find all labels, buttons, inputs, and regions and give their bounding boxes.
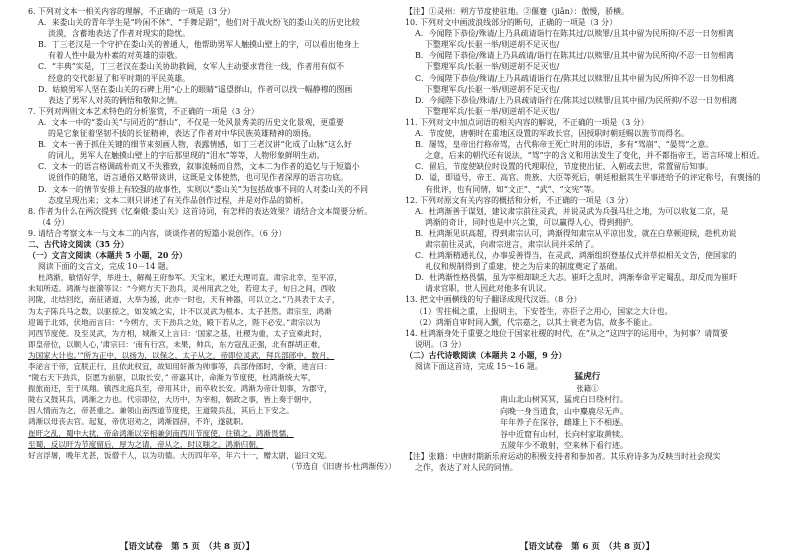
q13-stem: 13. 把文中画横线的句子翻译成现代汉语。（8 分） [405,295,582,305]
passage-line: 即皇帝位，以顺人心，’肃宗曰：‘南有行宫，未果，帅兵，东方寇乱正强，北有群胡正难， [28,339,326,349]
passage-line: 杜鸿渐，敏悟好学，举进士，解褐王府参军。天宝末，累迁大理司直。肃宗北幸，至平凉， [38,273,342,283]
q11-option-b: B．屡驾，皇帝出行称帝驾，古代称帝王死亡时用的讳语，多有“驾崩”、“晏驾”之意。 [415,140,714,150]
q6-option-c: C．“丰典”实是，丁三老汉在娄山关协助救阔，女军人主动要求背往一线，作者用有似不 [38,62,345,72]
poem-line: 年年养子在深谷，雌雄上下不相逐。 [500,418,628,428]
q7-option-b: B．文本一善于抓住关键的细节来刻画人物，表露情感，如丁三老汉讲“化成了山脉”这么好 [38,140,352,150]
section-classical-reading: 二、古代诗文阅读（35 分） [28,239,129,249]
poem-line: 向晚一身当道食，山中麋鹿尽无声。 [500,406,628,416]
passage-notes: 【注】①灵州：朔方节度使驻地。②偃蹇（jiǎn）：傲慢，骄横。 [405,7,629,16]
passage-line: 迎谒于北郊，伏地而言曰：“今朔方，天下劲兵之处，殿下若从之，陛下必安。”肃宗以为 [28,317,321,327]
poem-line: 五陵年少不敢射，空来林下看行迹。 [500,440,628,450]
page-footer-left: 【语文试卷 第 5 页 （共 8 页）】 [120,542,255,552]
q7-option-d-cont: 态度呈现出来；文本二则只讲述了有关作品创作过程，并是对作品的简析。 [48,195,309,205]
q13-sentence-1: （1）雪拄楫之重，上报明主，下安苍生，亦臣子之用心，国家之大计也。 [415,306,673,316]
q11-stem: 11. 下列对文中加点词语的相关内容的解说，不正确的一项是（3 分） [405,117,649,127]
q11-option-b-cont: 之意，后来的朝代还有说法，“驾”字的含义和用法发生了变化，并不都指帝王，语言环境上相近。 [425,151,765,161]
q7-option-d: D．文本一的情节安排上有较强的故事性，实则以“娄山关”为包括故事不同的人对娄山关的不同 [38,184,369,194]
q11-option-d-cont: 有批评，也有同情，如“文正”、“武”、“文宪”等。 [425,184,600,194]
q10-option-a: A．今闻陛下恭俭/殊请/上乃具疏请诣行在陈其过/以赎罪/且其中留为民所抑/不忍一日勿相离 [415,29,734,39]
passage-line: 为国家大计也。’”所为正中，以扬为，以保之，太子从之。帝即位灵武，拜兵部郎中。数月， [28,350,335,360]
q7-stem: 7. 下列对两则文本艺术特色的分析鉴赏，不正确的一项是（3 分） [28,106,259,116]
q10-option-d: D．今闻陛下恭俭/殊请/上乃具疏请诣行在/陈其过以赎罪/且其中留/为民所抑/不忍一日勿相离 [415,95,738,105]
q10-option-c: C．今闻陛下恭俭/殊请/上乃具疏请诣行在/陈其过以赎罪/且其中留为民/所抑不忍一日勿相离 [415,73,735,83]
q10-option-c-cont: 下整理军兵/长驱一举/则逆胡不足灭也/ [425,84,560,94]
q6-stem: 6. 下列对文本一相关内容的理解，不正确的一项是（3 分） [28,7,235,16]
q12-stem: 12. 下列对原文有关内容的概括和分析，不正确的一项是（3 分） [405,195,633,205]
q6-option-d-cont: 表达了男军人对英的俩悟和敬仰之情。 [48,95,183,105]
q12-option-a: A．杜鸿渐善于谋划，建议肃宗前往灵武，并说灵武为兵强马壮之地，为可以收复二京，是 [415,206,729,216]
q11-option-a: A．节度使，唐朝时在重地区设置的军政长官，因授职时朝廷赐以旌节而得名。 [415,129,689,139]
subsection-poetry: （二）古代诗歌阅读（本题共 2 小题，9 分） [405,350,567,360]
q12-option-a-cont: 鸿渐的奇计，同时也是中兴之策，可以赢得人心，得到拥护。 [425,217,639,227]
passage-instructions: 阅读下面的文言文，完成 10－14 题。 [38,262,174,272]
passage-source: （节选自《旧唐书·杜鸿渐传》） [286,461,396,471]
q10-option-d-cont: 下整理军兵/长驱一举/则逆胡不足灭也/ [425,106,560,116]
poem-note: 【注】张籍：中唐时期新乐府运动的积极支持者和参加者。其乐府诗多为反映当时社会现实 [405,452,721,462]
passage-line: 鸿渐以母丧去官。起复，帝优诏劝之，鸿渐固辞，不许，遂就职。 [28,417,249,427]
q12-option-c-cont: 礼仪和规制得到了重建，使之为后来的制度奠定了基础。 [425,262,623,272]
passage-line: 陇右又鼓其兵，鸿渐之力也。代宗即位，大历中，为宰相，朝政之事，皆上奏于朝中， [28,395,317,405]
q7-option-b-cont: 的词儿，男军人在触摸山壁上的字后那里现的“泪水”等等，人物形象鲜明生动。 [48,151,325,161]
q9-stem: 9. 请结合考察文本一与文本二的内容，谈谈作者的短篇小说创作。（6 分） [28,228,287,238]
poetry-instructions: 阅读下面这首诗，完成 15～16 题。 [415,362,543,371]
passage-line: 好言浮屠，晚年尤甚，饭僧千人，以为功德。大历四年卒，年六十一，赠太尉，谥曰文宪。 [28,450,332,460]
q8-stem: 8. 作者为什么在两次提到《忆秦娥·娄山关》这首诗词，有怎样的表达效果？请结合文本简要分析。 [28,206,372,216]
q13-sentence-2: （2）鸿渐自审时同入觐，代宗嘉之，以其士衰老为信，故多不能止。 [415,317,657,327]
passage-line: 振旅而还，至于凤翔。镇西北庭兵至，帝用其计，而卒收长安。鸿渐为帝计划事，为郡守， [28,384,332,394]
q11-option-c: C．留后，节度使缺位时设置的代理职位，节度使出征、入朝或去世，常置留后知事。 [415,162,713,172]
q10-option-a-cont: 下整理军兵/长驱一举/则逆胡不足灭也/ [425,40,560,50]
right-column [405,6,770,474]
q12-option-c: C．杜鸿渐精通礼仪，办事妥善得当，在灵武，鸿渐组织登基仪式并草拟相关文告，使国家的 [415,251,737,261]
q7-option-c-cont: 说创作的随笔，语言通俗又略带谈讲，这既是文体使然，也可见作者深厚的语言功底。 [48,173,348,183]
passage-line: 崔旰之乱，蜀中大扰，帝命鸿渐以宰相兼剑南西川节度使，往镇之。鸿渐畏懦， [28,428,294,438]
q10-stem: 10. 下列对文中画波浪线部分的断句，正确的一项是（3 分） [405,18,617,28]
poem-title: 猛虎行 [574,372,601,383]
left-column [28,6,406,472]
poem-body [405,394,770,451]
q6-option-a: A．来娄山关的青年学生是“吟闲不休”、“手舞足蹈”，他们对于战火纷飞的娄山关的历史比较 [38,18,360,28]
q11-option-d: D．谥，即谥号，帝王、高官、贵族、大臣等死后，朝廷根据其生平事迹给予的评定称号，有褒扬的 [415,173,761,183]
q14-stem-cont: 说明。（3 分） [415,339,466,349]
q7-option-c: C．文本一的语言格调疏朴而又不失雅致，叙事流畅而自然，文本二为作者的追忆与于短篇小 [38,162,360,172]
passage-line: 河陇，北结回纥，南征诸道，大举为援，此亦一时也，天有神器，可以立之。”乃具表于太子， [28,295,340,305]
poem-author: 张籍① [576,384,599,394]
passage-line: 未知所适。鸿渐与崔漪等议：“今朔方天下劲兵，灵州用武之处，若迎太子，旬日之间，西收 [28,284,336,294]
q6-option-d: D．姑娘男军人坚在娄山关的石碑上用“心上的眼睛”遥望群山，作者可以找一幅静穆的图画 [38,84,353,94]
q10-option-b-cont: 下整理军兵/长驱一举/则逆胡不足灭也/ [425,62,560,72]
q10-option-b: B．今闻陛下恭俭/殊请上乃具疏请/诣行在陈其过/以赎罪/且其中留为民所抑/不忍一日勿相离 [415,51,734,61]
q12-option-b-cont: 肃宗前往灵武，向肃宗进言，肃宗认同并采纳了。 [425,239,599,249]
q14-stem: 14. 杜鸿渐身处于重要之地位于国家社稷的时代，在“从之”这四字的运用中，为何事？请简要 [405,328,728,338]
classical-passage [28,272,406,461]
q12-option-b: B．杜鸿渐见识高超，得到肃宗认可，鸿渐得知肃宗从平凉出发，就在白草顿迎候，趁机劝说 [415,228,737,238]
q6-option-c-cont: 经意的交代彰显了和平时期的平民英雄。 [48,73,191,83]
subsection-classical-prose: （一）文言文阅读（本题共 5 小题，20 分） [28,251,187,261]
passage-line: 河西节度使。及至灵武，为方相，城渐又上言曰：‘国家之基，社稷为重，太子宜乘此时， [28,328,327,338]
passage-line: “陇右天下劲兵，臣愿为前驱，以取长安，” 帝嘉其计，命渐为节度使，杜鸿渐统大军， [28,373,316,383]
passage-line: 李泌言于帝，宜朕正行，且依此权宜，故知用奸渐为帅事等，兵部侍郎时，令渐，进言曰： [28,362,332,371]
q12-option-d-cont: 请求官职，世人因此对他多有讥议。 [425,284,552,294]
q7-option-a: A．文本一中的“娄山关”与同近的“群山”，不仅是一处风景秀美的历史文化景观，更重要 [38,117,344,127]
poem-note-cont: 之作，表达了对人民的同情。 [415,463,518,473]
page-footer-right: 【语文试卷 第 6 页 （共 8 页）】 [520,542,655,552]
poem-line: 谷中近窟有山村，长向村家取黄犊。 [500,429,628,439]
q7-option-a-cont: 的是它象征着坚韧不拔的长征精神，表达了作者对中华民族英雄精神的颂扬。 [48,129,317,139]
q6-option-b-cont: 有着人性中最为朴素的对英雄的崇敬。 [48,51,183,61]
q6-option-a-cont: 淡漠，含蓄地表达了作者对现实的隐忧。 [48,29,191,39]
poem-line: 南山北山树冥冥，猛虎白日绕村行。 [500,395,628,405]
passage-line: 至蜀，反以旰为节度留后，厚为之请，帝从之，时议嗤之。鸿渐归朝， [28,439,264,449]
q6-option-b: B．丁三老汉是一个守护在娄山关的普通人，他帮助男军人触摸山壁上的字，可以看出他身上 [38,40,360,50]
q12-option-d: D．杜鸿渐性格畏懦，虽为宰相却缺乏大志。崔旰之乱时，鸿渐奉命平定蜀乱，却反而为崔旰 [415,273,737,283]
passage-line: 为太子陈兵马之数，以驱掠之，如发城之实，计不以灵武为根本。太子甚然。肃宗至，鸿渐 [28,306,332,316]
q8-score: （4 分） [38,217,70,227]
passage-line: 因人情而为之，帝甚重之。兼领山南西道节度使，王道陵兵乱，其后上下安之。 [28,406,294,416]
